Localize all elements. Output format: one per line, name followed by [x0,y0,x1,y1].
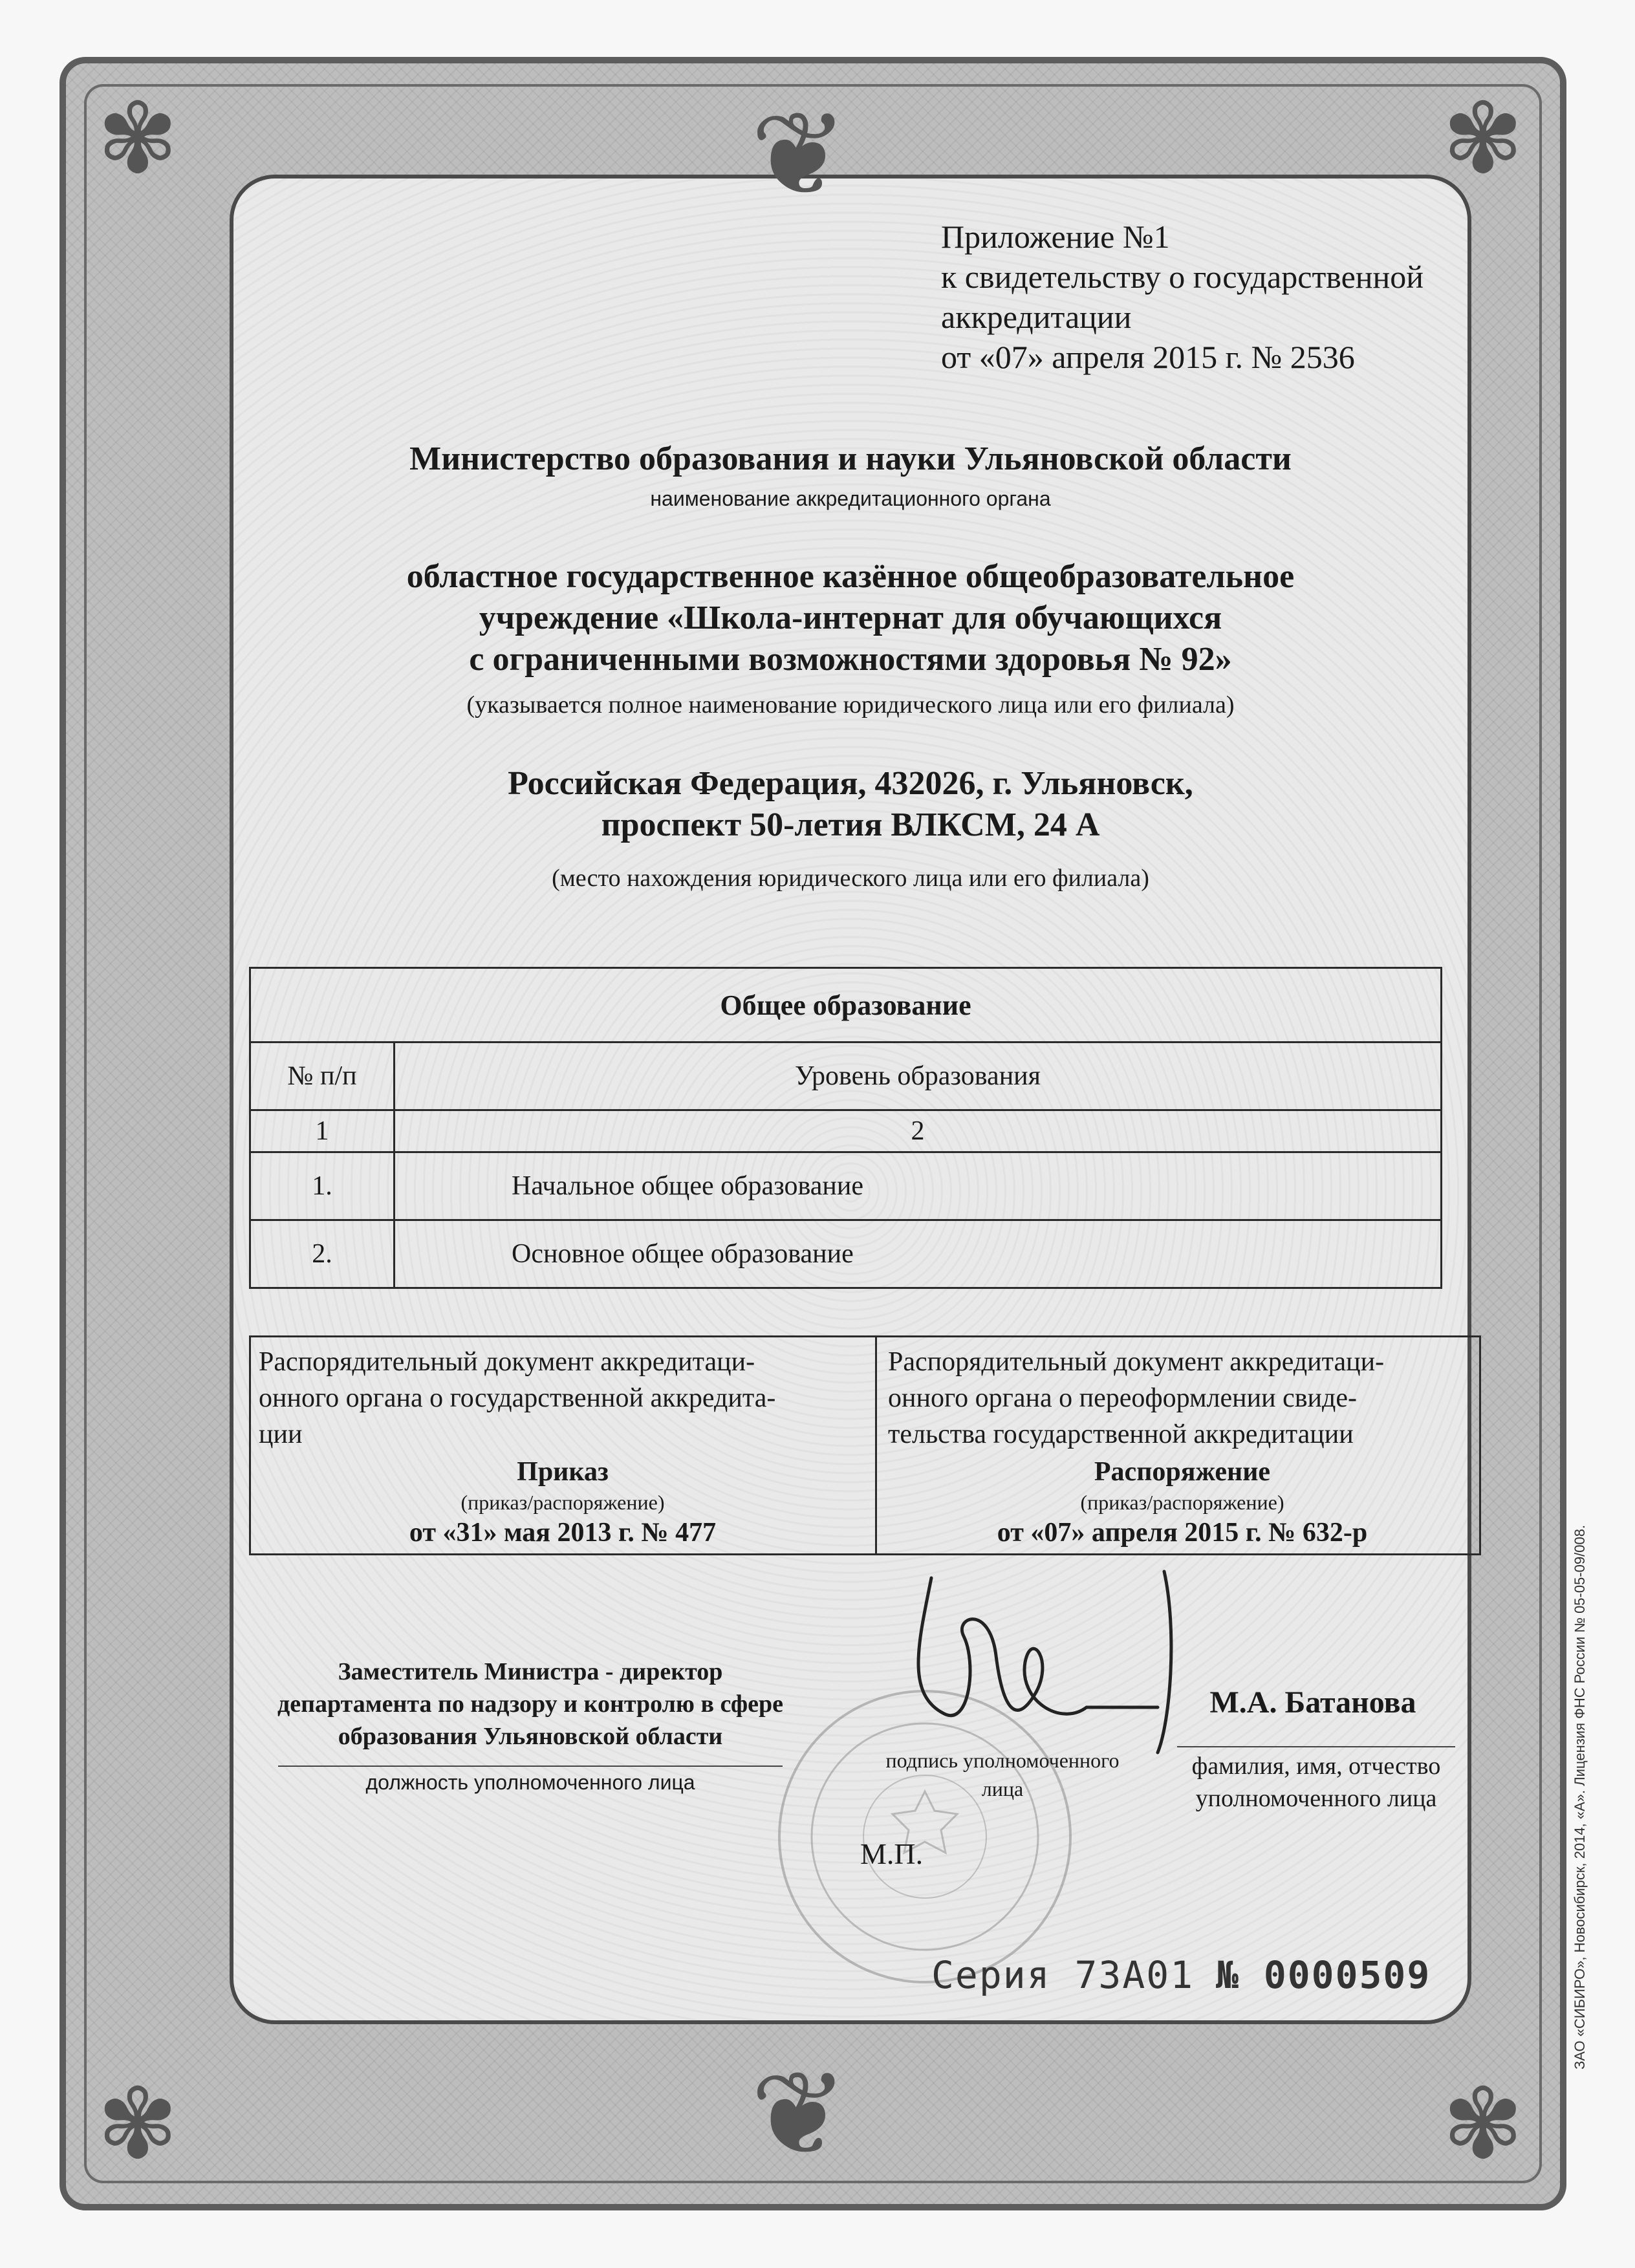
address-line: Российская Федерация, 432026, г. Ульяновск, [508,765,1193,802]
corner-ornament-icon: ✾ [97,83,179,195]
decision-kind: Приказ [517,1457,609,1487]
decision-right [888,1344,1477,1551]
column-index: 2 [395,1110,1442,1152]
row-level: Основное общее образование [395,1220,1442,1288]
decisions-box [249,1335,1481,1555]
form-series: Серия 73А01 [931,1953,1195,1997]
address-line: проспект 50-летия ВЛКСМ, 24 А [601,806,1100,843]
signature-caption-line: подпись уполномоченного [885,1749,1120,1772]
decision-date: от «31» мая 2013 г. № 477 [409,1518,717,1548]
name-caption-line: фамилия, имя, отчество [1191,1753,1441,1780]
organization-caption: (указывается полное наименование юридического лица или его филиала) [466,691,1235,718]
name-caption-line: уполномоченного лица [1195,1785,1437,1812]
annex-line: Приложение №1 [941,219,1170,255]
organization-line: областное государственное казённое общеобразовательное [406,558,1295,595]
row-number: 2. [250,1220,395,1288]
name-caption [1177,1746,1455,1815]
divider [875,1337,877,1553]
signature-caption-line: лица [981,1777,1024,1800]
seal-mark: М.П. [860,1837,924,1870]
table-title-row [250,968,1442,1042]
table-title: Общее образование [250,968,1442,1042]
education-levels-table [249,967,1442,1289]
table-header-row [250,1042,1442,1110]
decision-kind: Распоряжение [1094,1457,1271,1487]
signatory-name: М.А. Батанова [1209,1685,1416,1720]
annex-line: аккредитации [941,299,1132,335]
row-level: Начальное общее образование [395,1152,1442,1220]
form-number: № 0000509 [1216,1953,1431,1997]
printer-imprint: ЗАО «СИБИРО», Новосибирск, 2014, «А». Лицензия ФНС России № 05-05-09/008. [1572,1524,1588,2069]
annex-line: к свидетельству о государственной [941,259,1424,295]
position-line: департамента по надзору и контролю в сфере [277,1690,784,1718]
decision-left [259,1344,867,1551]
signatory-position [246,1656,815,1753]
column-header-level: Уровень образования [395,1042,1442,1110]
column-header-number: № п/п [250,1042,395,1110]
row-number: 1. [250,1152,395,1220]
decision-date: от «07» апреля 2015 г. № 632-р [997,1518,1368,1548]
table-index-row [250,1110,1442,1152]
decision-title: онного органа о переоформлении свиде- [888,1383,1358,1413]
signature [893,1565,1203,1772]
address-caption: (место нахождения юридического лица или его филиала) [552,865,1149,892]
annex-line: от «07» апреля 2015 г. № 2536 [941,339,1355,375]
decision-kind-caption: (приказ/распоряжение) [460,1491,665,1514]
corner-ornament-icon: ✾ [1442,2068,1524,2181]
authority-caption: наименование аккредитационного органа [650,487,1051,510]
position-caption: должность уполномоченного лица [278,1766,783,1795]
decision-title: онного органа о государственной аккредита- [259,1383,776,1413]
authority-name: Министерство образования и науки Ульяновской области [409,440,1292,477]
top-ornament-icon: ❦ [750,87,848,222]
organization-line: учреждение «Школа-интернат для обучающихся [479,599,1222,636]
decision-title: Распорядительный документ аккредитаци- [259,1347,755,1377]
organization-block [230,556,1471,726]
position-line: образования Ульяновской области [338,1723,723,1750]
authority-block [230,440,1471,511]
corner-ornament-icon: ✾ [1442,83,1524,195]
decision-title: тельства государственной аккредитации [888,1420,1354,1449]
bottom-ornament-icon: ❦ [750,2047,848,2182]
decision-title: Распорядительный документ аккредитаци- [888,1347,1385,1377]
column-index: 1 [250,1110,395,1152]
table-row [250,1152,1442,1220]
table-row [250,1220,1442,1288]
corner-ornament-icon: ✾ [97,2068,179,2181]
annex-header [941,217,1424,377]
position-line: Заместитель Министра - директор [338,1658,723,1685]
signature-caption [854,1746,1151,1803]
address-block [230,763,1471,899]
organization-line: с ограниченными возможностями здоровья № 92» [469,641,1232,678]
decision-kind-caption: (приказ/распоряжение) [1080,1491,1284,1514]
decision-title: ции [259,1420,303,1449]
